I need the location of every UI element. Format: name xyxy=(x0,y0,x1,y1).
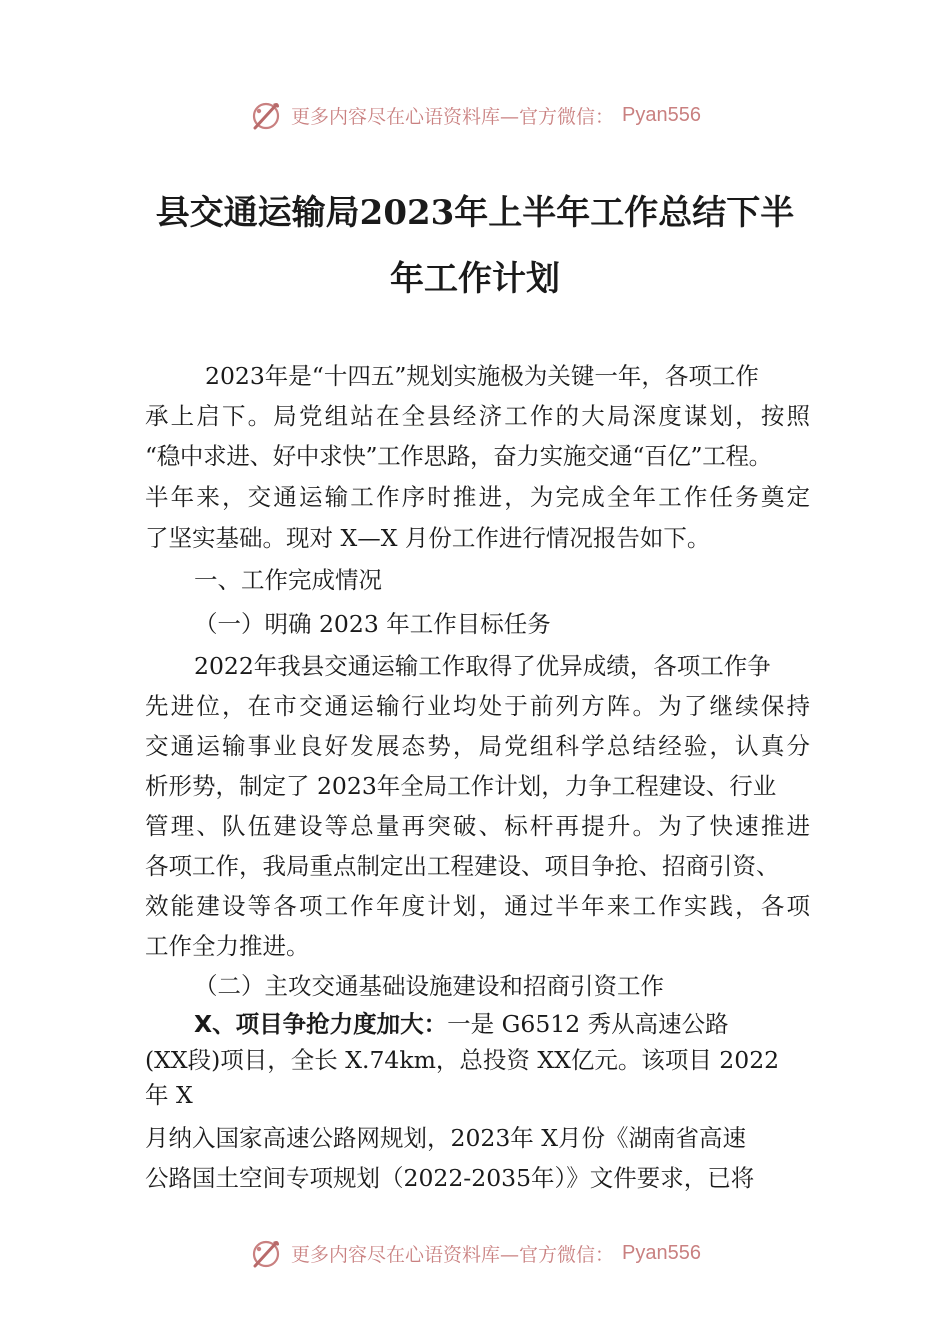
bold-lead-phrase: X、项目争抢力度加大： xyxy=(194,1010,448,1038)
watermark-wechat-id: Pyan556 xyxy=(622,1241,701,1264)
body-line: 月纳入国家高速公路网规划，2023年 X月份《湖南省高速 xyxy=(145,1124,747,1152)
body-line: 了坚实基础。现对 X—X 月份工作进行情况报告如下。 xyxy=(145,524,711,552)
body-line: (XX段)项目，全长 X.74km，总投资 XX亿元。该项目 2022 xyxy=(145,1046,780,1074)
lead-rest-text: 一是 G6512 秀从高速公路 xyxy=(447,1010,729,1038)
body-line: 2023年是“十四五”规划实施极为关键一年，各项工作 xyxy=(205,362,759,390)
body-line: 效能建设等各项工作年度计划，通过半年来工作实践，各项 xyxy=(145,892,810,920)
subsection-heading: （二）主攻交通基础设施建设和招商引资工作 xyxy=(194,972,664,1000)
watermark-text: 更多内容尽在心语资料库—官方微信： xyxy=(291,105,615,128)
brush-logo-icon xyxy=(249,1236,283,1270)
document-title-line-1: 县交通运输局2023年上半年工作总结下半 xyxy=(155,193,795,233)
watermark-wechat-id: Pyan556 xyxy=(622,103,701,126)
section-heading: 一、工作完成情况 xyxy=(194,566,382,594)
body-line: 半年来，交通运输工作序时推进，为完成全年工作任务奠定 xyxy=(145,483,810,511)
body-line: “稳中求进、好中求快”工作思路，奋力实施交通“百亿”工程。 xyxy=(145,442,772,470)
body-line: 各项工作，我局重点制定出工程建设、项目争抢、招商引资、 xyxy=(145,852,780,880)
body-line xyxy=(194,1004,810,1044)
body-line: 年 X xyxy=(145,1081,193,1109)
subsection-heading: （一）明确 2023 年工作目标任务 xyxy=(194,610,551,638)
document-title-line-2: 年工作计划 xyxy=(390,259,560,299)
body-line: 2022年我县交通运输工作取得了优异成绩，各项工作争 xyxy=(194,652,771,680)
body-line: 承上启下。局党组站在全县经济工作的大局深度谋划，按照 xyxy=(145,402,810,430)
body-line: 交通运输事业良好发展态势，局党组科学总结经验，认真分 xyxy=(145,732,810,760)
watermark-header xyxy=(0,95,950,135)
body-line: 管理、队伍建设等总量再突破、标杆再提升。为了快速推进 xyxy=(145,812,810,840)
watermark-text: 更多内容尽在心语资料库—官方微信： xyxy=(291,1243,615,1266)
body-line: 工作全力推进。 xyxy=(145,932,310,960)
watermark-footer xyxy=(0,1233,950,1273)
brush-logo-icon xyxy=(249,98,283,132)
body-line: 公路国土空间专项规划（2022-2035年）》文件要求，已将 xyxy=(145,1164,755,1192)
body-line: 析形势，制定了 2023年全局工作计划，力争工程建设、行业 xyxy=(145,772,777,800)
body-line: 先进位，在市交通运输行业均处于前列方阵。为了继续保持 xyxy=(145,692,810,720)
